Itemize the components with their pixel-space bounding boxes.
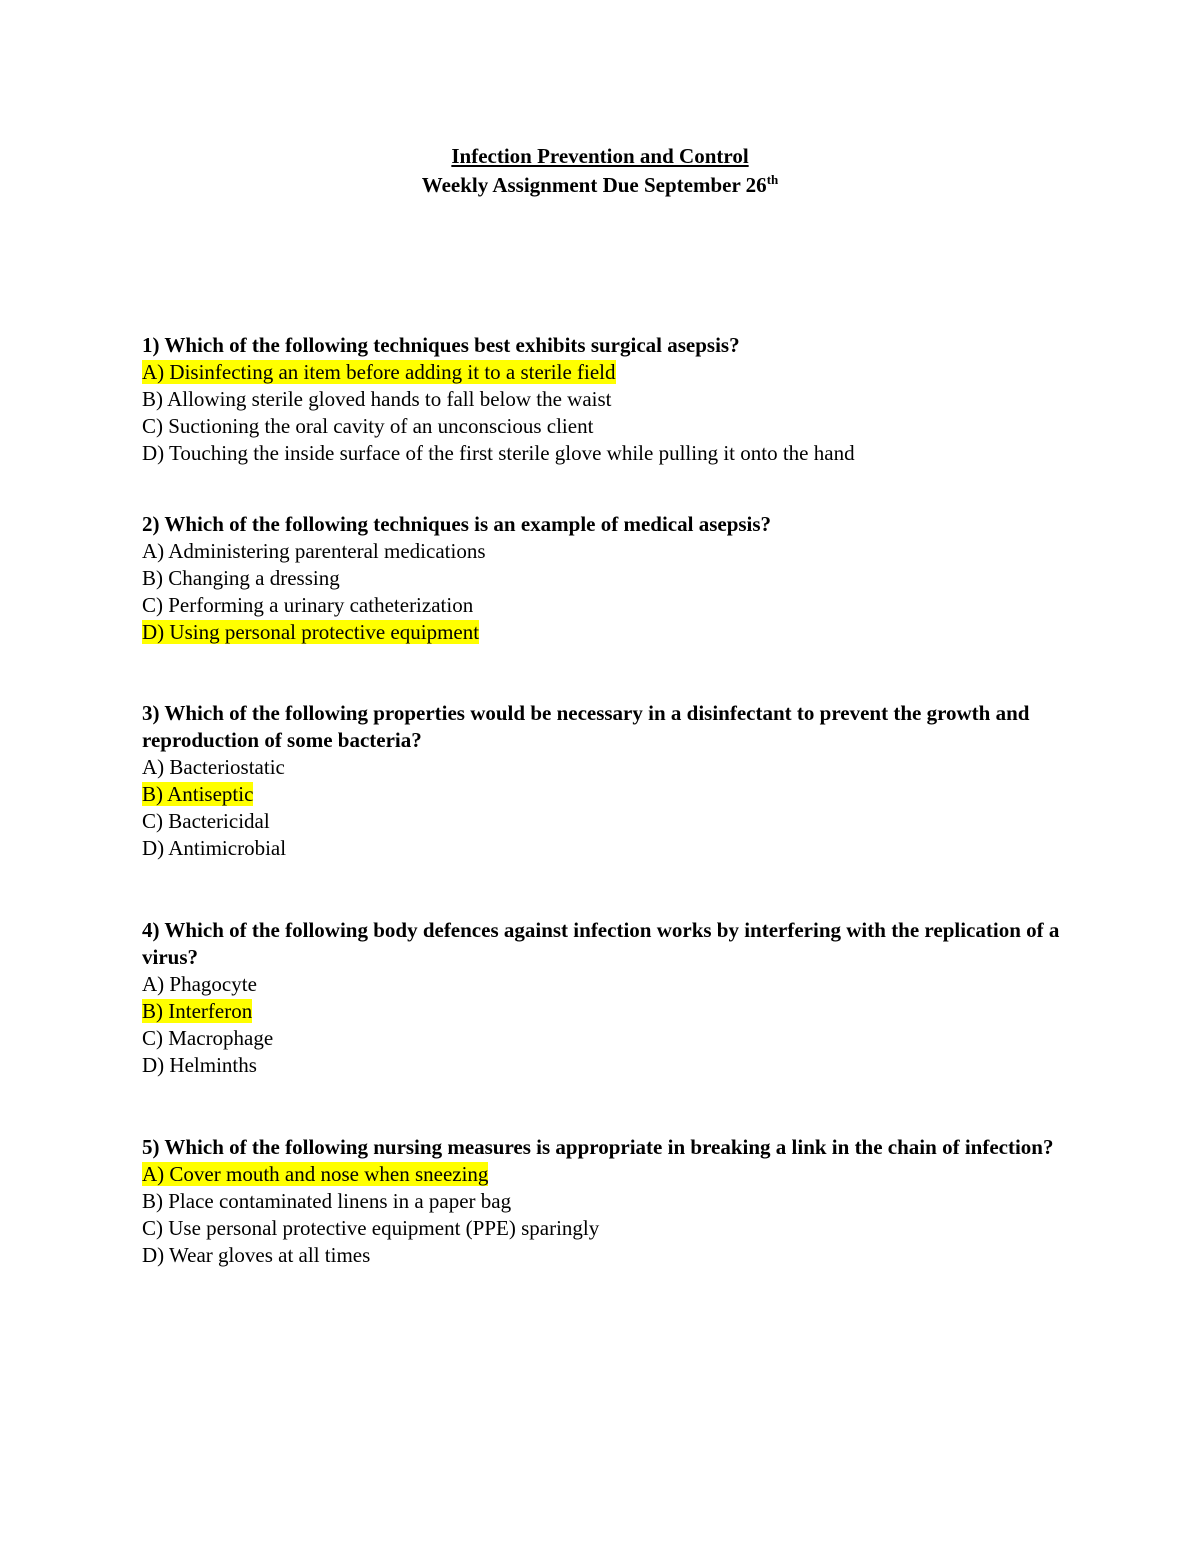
highlighted-answer: B) Interferon	[142, 999, 253, 1023]
answer-option: B) Place contaminated linens in a paper bag	[142, 1189, 512, 1213]
answer-option	[142, 998, 1082, 1025]
document-header	[0, 142, 1200, 200]
question-2	[142, 511, 1082, 646]
answer-option: D) Helminths	[142, 1053, 257, 1077]
document-title: Infection Prevention and Control	[451, 144, 749, 168]
answer-option	[142, 1161, 1082, 1188]
question-text: 5) Which of the following nursing measures is appropriate in breaking a link in the chain of infection?	[142, 1135, 1054, 1159]
highlighted-answer: A) Cover mouth and nose when sneezing	[142, 1162, 489, 1186]
answer-option	[142, 359, 1082, 386]
answer-option: A) Bacteriostatic	[142, 755, 285, 779]
subtitle-main: Weekly Assignment Due September 26	[421, 173, 767, 197]
question-3	[142, 700, 1082, 862]
question-text: 1) Which of the following techniques best exhibits surgical asepsis?	[142, 333, 740, 357]
answer-option: D) Touching the inside surface of the first sterile glove while pulling it onto the hand	[142, 441, 855, 465]
answer-option	[142, 619, 1082, 646]
question-text: 3) Which of the following properties would be necessary in a disinfectant to prevent the growth and reproduction of some bacteria?	[142, 701, 1030, 752]
highlighted-answer: D) Using personal protective equipment	[142, 620, 480, 644]
question-4	[142, 917, 1082, 1079]
question-text: 2) Which of the following techniques is an example of medical asepsis?	[142, 512, 772, 536]
question-5	[142, 1134, 1082, 1269]
answer-option: C) Use personal protective equipment (PPE) sparingly	[142, 1216, 600, 1240]
answer-option: A) Phagocyte	[142, 972, 257, 996]
answer-option: D) Antimicrobial	[142, 836, 287, 860]
question-1	[142, 332, 1082, 467]
subtitle-superscript: th	[766, 172, 779, 187]
document-subtitle	[0, 171, 1200, 200]
question-text: 4) Which of the following body defences against infection works by interfering with the replication of a virus?	[142, 918, 1060, 969]
answer-option: C) Suctioning the oral cavity of an unconscious client	[142, 414, 594, 438]
highlighted-answer: B) Antiseptic	[142, 782, 254, 806]
answer-option: C) Bactericidal	[142, 809, 270, 833]
answer-option: C) Performing a urinary catheterization	[142, 593, 474, 617]
answer-option: B) Allowing sterile gloved hands to fall below the waist	[142, 387, 612, 411]
answer-option: D) Wear gloves at all times	[142, 1243, 371, 1267]
highlighted-answer: A) Disinfecting an item before adding it to a sterile field	[142, 360, 616, 384]
answer-option: A) Administering parenteral medications	[142, 539, 486, 563]
answer-option	[142, 781, 1082, 808]
answer-option: C) Macrophage	[142, 1026, 274, 1050]
answer-option: B) Changing a dressing	[142, 566, 340, 590]
